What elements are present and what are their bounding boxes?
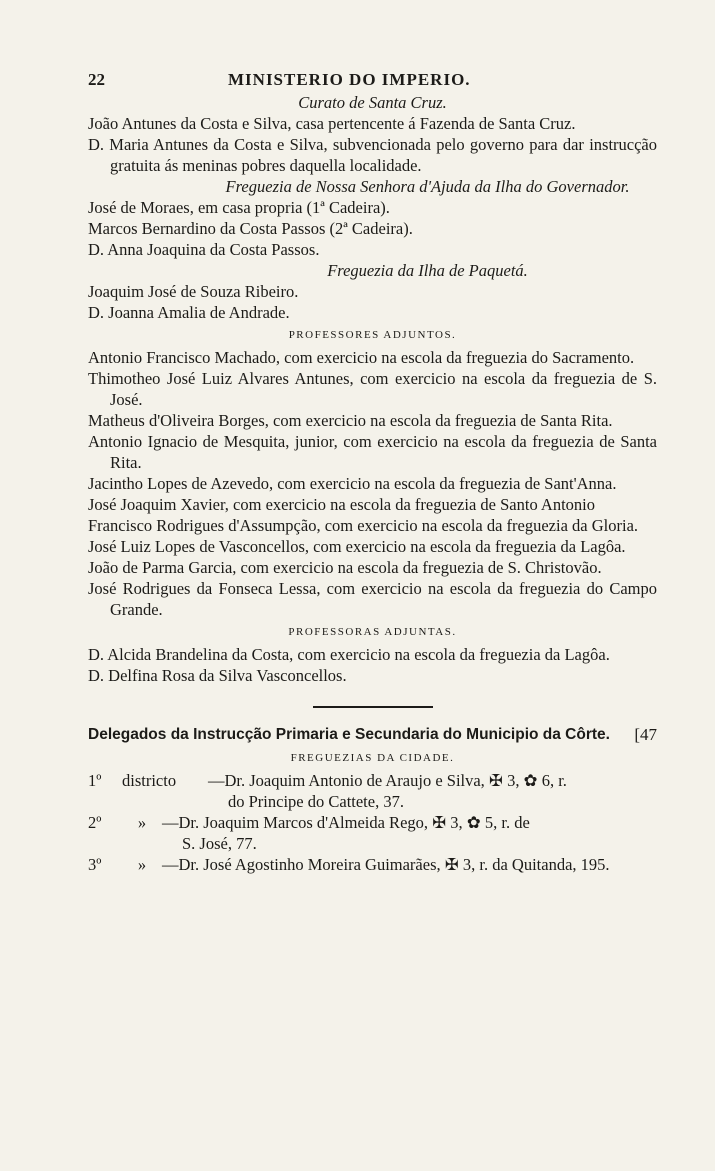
district-label: 3º xyxy=(88,855,102,874)
district-mark: » xyxy=(137,855,147,874)
order-cross-icon: ✠ xyxy=(489,771,503,790)
delegate-name: —Dr. Joaquim Antonio de Araujo e Silva, xyxy=(208,771,485,790)
district-entry xyxy=(88,812,657,854)
list-item: D. Alcida Brandelina da Costa, com exercicio na escola da freguezia da Lagôa. xyxy=(88,645,610,664)
district-text xyxy=(162,812,657,854)
delegate-address: S. José, 77. xyxy=(182,834,257,853)
page-reference: [47 xyxy=(634,725,657,744)
list-item: Antonio Francisco Machado, com exercicio na escola da freguezia do Sacramento. xyxy=(88,348,635,367)
list-item: Matheus d'Oliveira Borges, com exercicio na escola da freguezia de Santa Rita. xyxy=(88,411,613,430)
order-cross-icon: ✠ xyxy=(444,855,459,874)
delegate-count-1: 3, xyxy=(507,771,520,790)
section-divider xyxy=(313,706,433,708)
district-label: 2º xyxy=(88,813,102,832)
list-item: José Joaquim Xavier, com exercicio na escola da freguezia de Santo Antonio xyxy=(88,495,595,514)
district-entry xyxy=(88,770,657,812)
delegate-name: —Dr. Joaquim Marcos d'Almeida Rego, xyxy=(162,813,429,832)
district-mark: » xyxy=(137,813,147,832)
list-item: Jacintho Lopes de Azevedo, com exercicio na escola da freguezia de Sant'Anna. xyxy=(88,474,617,493)
section-heading-governador: Freguezia de Nossa Senhora d'Ajuda da Ilha do Governador. xyxy=(225,177,630,196)
list-item: Francisco Rodrigues d'Assumpção, com exercicio na escola da freguezia da Gloria. xyxy=(88,516,639,535)
list-item: D. Anna Joaquina da Costa Passos. xyxy=(88,240,320,259)
list-item: João de Parma Garcia, com exercicio na escola da freguezia de S. Christovão. xyxy=(88,558,602,577)
section-heading-santa-cruz: Curato de Santa Cruz. xyxy=(298,93,447,112)
page-header xyxy=(88,70,657,90)
section-heading-freguezias: FREGUEZIAS DA CIDADE. xyxy=(290,752,455,764)
section-heading-professores: PROFESSORES ADJUNTOS. xyxy=(288,329,457,341)
delegate-count-2: 5, r. de xyxy=(484,813,530,832)
page-number: 22 xyxy=(88,70,105,89)
district-entry xyxy=(88,854,657,875)
district-text xyxy=(162,770,657,812)
list-item: D. Joanna Amalia de Andrade. xyxy=(88,303,290,322)
list-item: José Rodrigues da Fonseca Lessa, com exercicio na escola da freguezia do Campo Grande. xyxy=(88,579,657,619)
list-item: Joaquim José de Souza Ribeiro. xyxy=(88,282,299,301)
list-item: João Antunes da Costa e Silva, casa pertencente á Fazenda de Santa Cruz. xyxy=(88,114,576,133)
delegate-count-2: 6, r. xyxy=(541,771,567,790)
list-item: José de Moraes, em casa propria (1ª Cadeira). xyxy=(88,198,390,217)
order-cross-icon: ✠ xyxy=(432,813,447,832)
delegate-count-1: 3, r. da Quitanda, 195. xyxy=(462,855,610,874)
delegate-address: do Principe do Cattete, 37. xyxy=(228,792,404,811)
delegate-name: —Dr. José Agostinho Moreira Guimarães, xyxy=(162,855,441,874)
list-item: Thimotheo José Luiz Alvares Antunes, com exercicio na escola da freguezia de S. José. xyxy=(88,369,657,409)
list-item: Marcos Bernardino da Costa Passos (2ª Cadeira). xyxy=(88,219,413,238)
district-label: 1º xyxy=(88,771,102,790)
district-mark: districto xyxy=(122,771,177,790)
rose-medal-icon: ✿ xyxy=(466,813,481,832)
list-item: D. Maria Antunes da Costa e Silva, subvencionada pelo governo para dar instrucção gratuita ás meninas pobres daquella localidade. xyxy=(88,135,657,175)
running-title: MINISTERIO DO IMPERIO. xyxy=(228,70,471,89)
list-item: José Luiz Lopes de Vasconcellos, com exercicio na escola da freguezia da Lagôa. xyxy=(88,537,626,556)
delegate-count-1: 3, xyxy=(450,813,463,832)
delegates-title-text: Delegados da Instrucção Primaria e Secundaria do Municipio da Côrte. xyxy=(88,726,610,743)
list-item: D. Delfina Rosa da Silva Vasconcellos. xyxy=(88,666,347,685)
delegates-title xyxy=(88,724,657,746)
list-item: Antonio Ignacio de Mesquita, junior, com exercicio na escola da freguezia de Santa Rita. xyxy=(88,432,657,472)
section-heading-paqueta: Freguezia da Ilha de Paquetá. xyxy=(327,261,528,280)
district-text xyxy=(162,854,657,875)
rose-medal-icon: ✿ xyxy=(523,771,538,790)
section-heading-professoras: PROFESSORAS ADJUNTAS. xyxy=(288,626,457,638)
